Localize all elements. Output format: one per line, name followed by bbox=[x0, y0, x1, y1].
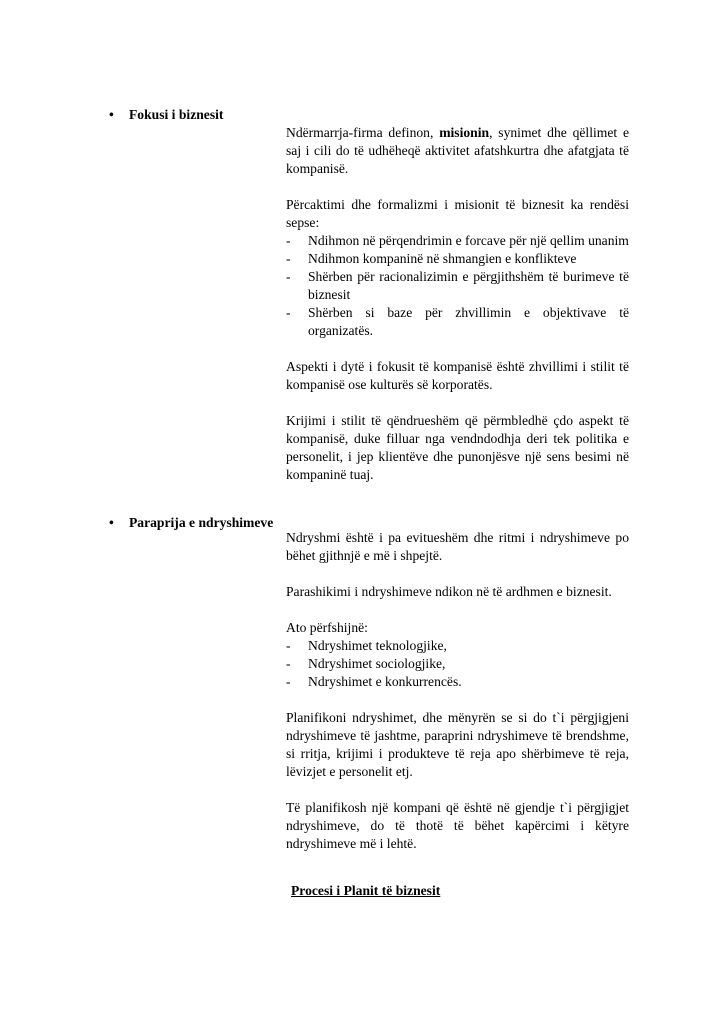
list-item-text: Ndihmon në përqendrimin e forcave për një qellim unanim bbox=[308, 233, 629, 248]
list-item bbox=[286, 637, 629, 655]
bullet-icon: • bbox=[109, 515, 114, 530]
list-item-text: Ndryshimet e konkurrencës. bbox=[308, 674, 462, 689]
list-item-text: Shërben për racionalizimin e përgjithshëm të burimeve të biznesit bbox=[308, 269, 629, 302]
paragraph-mission bbox=[286, 124, 629, 178]
list-item bbox=[286, 268, 629, 304]
dash-marker: - bbox=[286, 656, 291, 671]
text-run: , synimet dhe qëllimet e saj i cili do të udhëheqë aktivitet afatshkurtra dhe afatgjata të kompanisë. bbox=[286, 125, 629, 176]
list-item bbox=[286, 232, 629, 250]
dash-marker: - bbox=[286, 251, 291, 266]
section-title: Fokusi i biznesit bbox=[129, 107, 224, 122]
paragraph-includes: Ato përfshijnë: bbox=[286, 620, 368, 635]
section-body-fokusi bbox=[286, 124, 629, 484]
list-item-text: Ndihmon kompaninë në shmangien e konflikteve bbox=[308, 251, 577, 266]
dash-list bbox=[286, 637, 629, 691]
next-section-title: Procesi i Planit të biznesit bbox=[291, 883, 441, 898]
section-title: Paraprija e ndryshimeve bbox=[129, 515, 274, 530]
list-item-text: Ndryshimet sociologjike, bbox=[308, 656, 446, 671]
dash-list bbox=[286, 232, 629, 340]
list-item-text: Shërben si baze për zhvillimin e objektivave të organizatës. bbox=[308, 305, 629, 338]
text-run: Ndërmarrja-firma definon, bbox=[286, 125, 440, 140]
list-item bbox=[286, 304, 629, 340]
dash-marker: - bbox=[286, 305, 291, 320]
dash-marker: - bbox=[286, 269, 291, 284]
dash-marker: - bbox=[286, 233, 291, 248]
paragraph-forecast: Parashikimi i ndryshimeve ndikon në të ardhmen e biznesit. bbox=[286, 584, 612, 599]
dash-marker: - bbox=[286, 674, 291, 689]
list-item-text: Ndryshimet teknologjike, bbox=[308, 638, 447, 653]
paragraph-importance: Përcaktimi dhe formalizmi i misionit të biznesit ka rendësi sepse: bbox=[286, 197, 629, 230]
bullet-icon: • bbox=[109, 107, 114, 122]
paragraph-aspect: Aspekti i dytë i fokusit të kompanisë është zhvillimi i stilit të kompanisë ose kulturës së korporatës. bbox=[286, 359, 629, 392]
list-item bbox=[286, 250, 629, 268]
paragraph-plan-company: Të planifikosh një kompani që është në gjendje t`i përgjigjet ndryshimeve, do të thotë të bëhet kapërcimi i këtyre ndryshimeve më i lehtë. bbox=[286, 800, 629, 851]
bold-term: misionin bbox=[439, 125, 490, 140]
paragraph-change: Ndryshmi është i pa evitueshëm dhe ritmi i ndryshimeve po bëhet gjithnjë e më i shpejtë. bbox=[286, 530, 629, 563]
list-item bbox=[286, 673, 629, 691]
paragraph-style: Krijimi i stilit të qëndrueshëm që përmbledhë çdo aspekt të kompanisë, duke filluar nga vendndodhja deri tek politika e personelit, i jep klientëve dhe punonjësve një sens besimi në kompaninë tuaj. bbox=[286, 413, 629, 482]
dash-marker: - bbox=[286, 638, 291, 653]
list-item bbox=[286, 655, 629, 673]
paragraph-plan-changes: Planifikoni ndryshimet, dhe mënyrën se si do t`i përgjigjeni ndryshimeve të jashtme, paraprini ndryshimeve të brendshme, si rritja, krijimi i produkteve të reja apo shërbimeve të reja, lëvizjet e personelit etj. bbox=[286, 710, 629, 779]
section-body-paraprija bbox=[286, 529, 629, 853]
